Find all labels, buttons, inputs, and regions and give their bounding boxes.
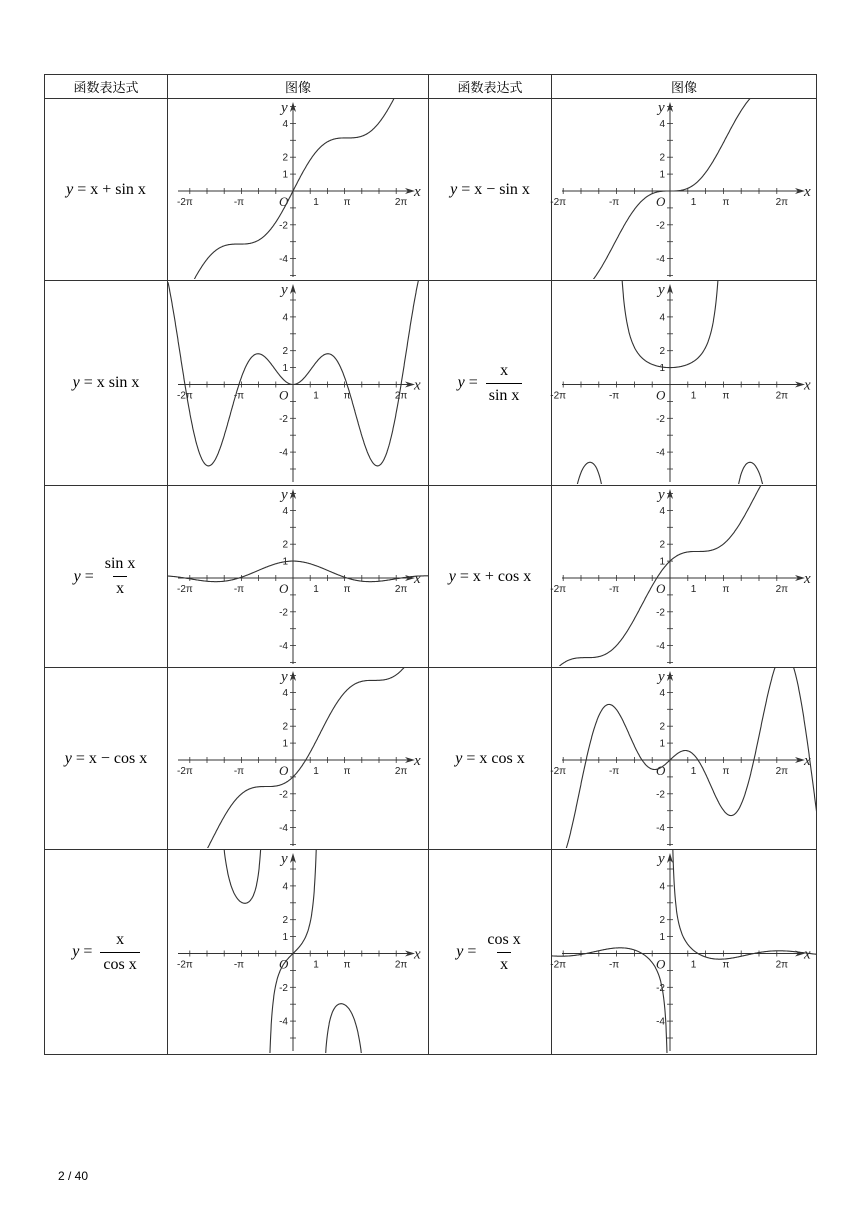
y-tick-label: -2 [656,789,665,801]
x-tick-label: 2π [394,390,408,402]
x-axis-label: x [414,377,421,394]
y-tick-label: 4 [659,505,665,517]
table-row [45,99,817,281]
x-tick-label: -π [233,390,245,402]
graph-x_cos [552,668,816,848]
y-tick-label: -2 [656,982,665,994]
x-tick-label: 2π [775,959,789,971]
formula-rhs: x − cos x [88,749,148,767]
y-tick-label: 4 [659,312,665,324]
x-tick-label: π [343,390,351,402]
formula-x_sin [73,374,140,392]
function-curve [552,67,817,297]
graph-sin_over_x [168,486,428,666]
x-axis-label: x [804,184,811,200]
x-tick-label: -2π [550,390,567,402]
x-tick-label: π [343,584,351,595]
y-tick-label: 4 [282,505,288,517]
x-tick-label: -2π [550,197,567,208]
x-tick-label: 1 [690,766,697,777]
formula-equals: = [459,567,469,585]
y-tick-label: 2 [282,346,288,358]
table-body [45,99,817,1055]
x-tick-label: π [722,959,730,971]
y-tick-label: 1 [282,738,288,750]
graph-cell [168,850,429,1055]
y-axis-label: y [281,100,288,116]
origin-label: O [656,194,666,209]
graph-x_plus_cos [552,486,816,666]
y-tick-label: -4 [279,823,288,835]
x-tick-label: -π [608,197,620,208]
x-axis-label: x [804,571,811,587]
y-tick-label: -4 [279,447,288,459]
graph-x_over_sin [552,281,816,484]
formula-rhs: x + cos x [472,567,532,585]
x-tick-label: π [343,959,351,971]
y-tick-label: 2 [659,152,665,164]
formula-rhs: x + sin x [90,180,146,198]
origin-label: O [656,581,666,596]
y-tick-label: -4 [279,254,288,266]
expression-cell [429,850,552,1055]
x-tick-label: π [343,197,351,208]
y-tick-label: 2 [659,346,665,358]
expression-cell [429,668,552,850]
x-tick-label: 1 [690,197,697,208]
formula-equals: = [466,749,476,767]
formula-equals: = [83,943,93,960]
formula-x_minus_cos [65,750,148,768]
x-tick-label: 2π [394,584,408,595]
x-tick-label: 1 [313,766,319,777]
formula-lhs: y [450,180,458,198]
formula-rhs: x − sin x [474,180,530,198]
header-expression-2: 函数表达式 [429,75,552,99]
x-axis-label: x [804,377,811,394]
y-tick-label: -4 [656,641,665,653]
x-tick-label: -π [608,766,620,777]
y-tick-label: 1 [282,363,288,375]
y-tick-label: -4 [279,641,288,653]
formula-fraction [100,931,139,974]
x-tick-label: π [722,390,730,402]
y-axis-label: y [281,282,288,298]
table-row [45,668,817,850]
x-tick-label: 1 [690,584,697,595]
x-tick-label: -2π [550,959,567,971]
formula-numerator: sin x [104,555,136,572]
x-tick-label: -π [608,584,620,595]
origin-label: O [279,194,289,209]
x-tick-label: 2π [394,766,408,777]
formula-numerator: x [116,930,125,948]
formula-x_over_cos [72,931,139,974]
x-tick-label: 1 [313,959,319,971]
formula-cos_over_x [456,931,523,974]
graph-x_over_cos [168,850,428,1053]
origin-label: O [279,763,289,778]
x-tick-label: -2π [550,766,567,777]
graph-x_sin [168,281,428,484]
formula-fraction [484,931,523,974]
formula-equals: = [77,180,87,198]
formula-lhs: y [73,567,81,585]
x-tick-label: 2π [394,959,408,971]
formula-lhs: y [66,180,74,198]
formula-numerator: cos x [487,930,521,948]
x-tick-label: -π [608,959,620,971]
formula-lhs: y [456,943,464,960]
y-tick-label: 1 [659,169,665,181]
y-tick-label: 1 [282,556,288,568]
formula-x_plus_cos [449,568,532,586]
graph-cell [552,486,817,668]
expression-cell [45,281,168,486]
table-row [45,850,817,1055]
formula-equals: = [83,374,93,391]
x-tick-label: -π [233,959,245,971]
x-tick-label: 2π [775,197,789,208]
y-axis-label: y [658,487,665,503]
formula-equals: = [84,567,94,585]
y-tick-label: 2 [282,152,288,164]
header-expression-1: 函数表达式 [45,75,168,99]
expression-cell [429,281,552,486]
y-axis-label: y [281,669,288,685]
x-tick-label: 1 [690,959,697,971]
formula-x_minus_sin [450,181,530,199]
formula-fraction [486,362,523,405]
expression-cell [429,486,552,668]
origin-label: O [656,956,666,972]
x-axis-label: x [804,946,811,963]
y-tick-label: 4 [659,118,665,130]
x-tick-label: -π [233,584,245,595]
x-axis-label: x [414,753,421,769]
y-tick-label: 2 [659,539,665,551]
function-graph-table [44,74,817,1055]
graph-cell [552,850,817,1055]
formula-lhs: y [72,943,80,960]
x-tick-label: 1 [313,584,319,595]
formula-x_over_sin [458,362,523,405]
graph-cell [168,668,429,850]
y-tick-label: -4 [656,447,665,459]
x-tick-label: 1 [313,390,319,402]
x-tick-label: -2π [177,584,193,595]
y-tick-label: 1 [659,738,665,750]
graph-x_minus_sin [552,99,816,279]
y-tick-label: -4 [656,254,665,266]
graph-x_minus_cos [168,668,428,848]
y-tick-label: -4 [656,1016,665,1028]
y-tick-label: 2 [659,721,665,733]
y-tick-label: 4 [659,687,665,699]
x-tick-label: -2π [177,390,193,402]
y-tick-label: -2 [279,220,288,232]
y-tick-label: 2 [282,915,288,927]
y-tick-label: 1 [282,932,288,944]
origin-label: O [656,763,666,778]
x-tick-label: π [722,584,730,595]
formula-equals: = [75,749,85,767]
y-tick-label: -2 [656,413,665,425]
x-tick-label: -2π [177,766,193,777]
expression-cell [45,99,168,281]
y-tick-label: -2 [656,220,665,232]
x-tick-label: -π [608,390,620,402]
expression-cell [45,486,168,668]
x-tick-label: -π [233,766,245,777]
table-row [45,281,817,486]
x-tick-label: 2π [394,197,408,208]
formula-equals: = [468,374,478,391]
y-tick-label: 2 [659,915,665,927]
formula-numerator: x [500,361,509,379]
y-tick-label: 1 [659,556,665,568]
x-tick-label: π [722,197,730,208]
formula-denominator: x [113,576,127,598]
origin-label: O [279,387,289,403]
origin-label: O [279,581,289,596]
x-axis-label: x [414,571,421,587]
formula-equals: = [467,943,477,960]
x-tick-label: π [343,766,351,777]
y-tick-label: 4 [282,118,288,130]
y-tick-label: 4 [659,881,665,893]
graph-cell [168,281,429,486]
y-tick-label: -2 [279,413,288,425]
y-tick-label: -4 [656,823,665,835]
x-axis-label: x [804,753,811,769]
formula-lhs: y [448,567,456,585]
y-axis-label: y [658,100,665,116]
x-axis-label: x [414,946,421,963]
origin-label: O [279,956,289,972]
expression-cell [45,668,168,850]
formula-denominator: sin x [486,383,523,405]
header-graph-1: 图像 [168,75,429,99]
y-tick-label: 1 [659,363,665,375]
page-number: 2 / 40 [58,1169,89,1183]
y-tick-label: 1 [282,169,288,181]
graph-cos_over_x [552,850,816,1053]
graph-cell [168,486,429,668]
formula-x_cos [455,750,524,768]
x-tick-label: -2π [177,959,193,971]
y-axis-label: y [281,487,288,503]
formula-lhs: y [72,374,80,391]
formula-lhs: y [64,749,72,767]
formula-x_plus_sin [66,181,146,199]
y-tick-label: 4 [282,687,288,699]
y-tick-label: -2 [279,982,288,994]
x-tick-label: -2π [177,197,193,208]
x-axis-label: x [414,184,421,200]
y-tick-label: -2 [279,789,288,801]
x-tick-label: 2π [775,390,789,402]
y-tick-label: -4 [279,1016,288,1028]
x-tick-label: 1 [313,197,319,208]
formula-rhs: x cos x [479,749,525,767]
y-axis-label: y [658,282,665,298]
formula-lhs: y [455,749,463,767]
y-tick-label: 1 [659,932,665,944]
formula-fraction [102,555,139,598]
graph-cell [168,99,429,281]
formula-denominator: x [497,952,511,974]
header-graph-2: 图像 [552,75,817,99]
y-axis-label: y [281,851,288,867]
formula-lhs: y [457,374,465,391]
expression-cell [45,850,168,1055]
table-header-row [45,75,817,99]
expression-cell [429,99,552,281]
x-tick-label: 2π [775,584,789,595]
y-tick-label: -2 [279,607,288,619]
y-tick-label: 2 [282,721,288,733]
x-tick-label: 2π [775,766,789,777]
function-curve [168,251,429,466]
y-tick-label: 2 [282,539,288,551]
x-tick-label: π [722,766,730,777]
x-tick-label: -2π [550,584,567,595]
graph-cell [552,668,817,850]
x-tick-label: -π [233,197,245,208]
origin-label: O [656,387,666,403]
formula-denominator: cos x [100,952,139,974]
graph-cell [552,99,817,281]
y-axis-label: y [658,851,665,867]
y-tick-label: 4 [282,881,288,893]
graph-x_plus_sin [168,99,428,279]
formula-rhs: x sin x [96,374,140,391]
formula-sin_over_x [74,555,139,598]
x-tick-label: 1 [690,390,697,402]
y-tick-label: -2 [656,607,665,619]
y-axis-label: y [658,669,665,685]
y-tick-label: 4 [282,312,288,324]
graph-cell [552,281,817,486]
formula-equals: = [461,180,471,198]
table-row [45,486,817,668]
